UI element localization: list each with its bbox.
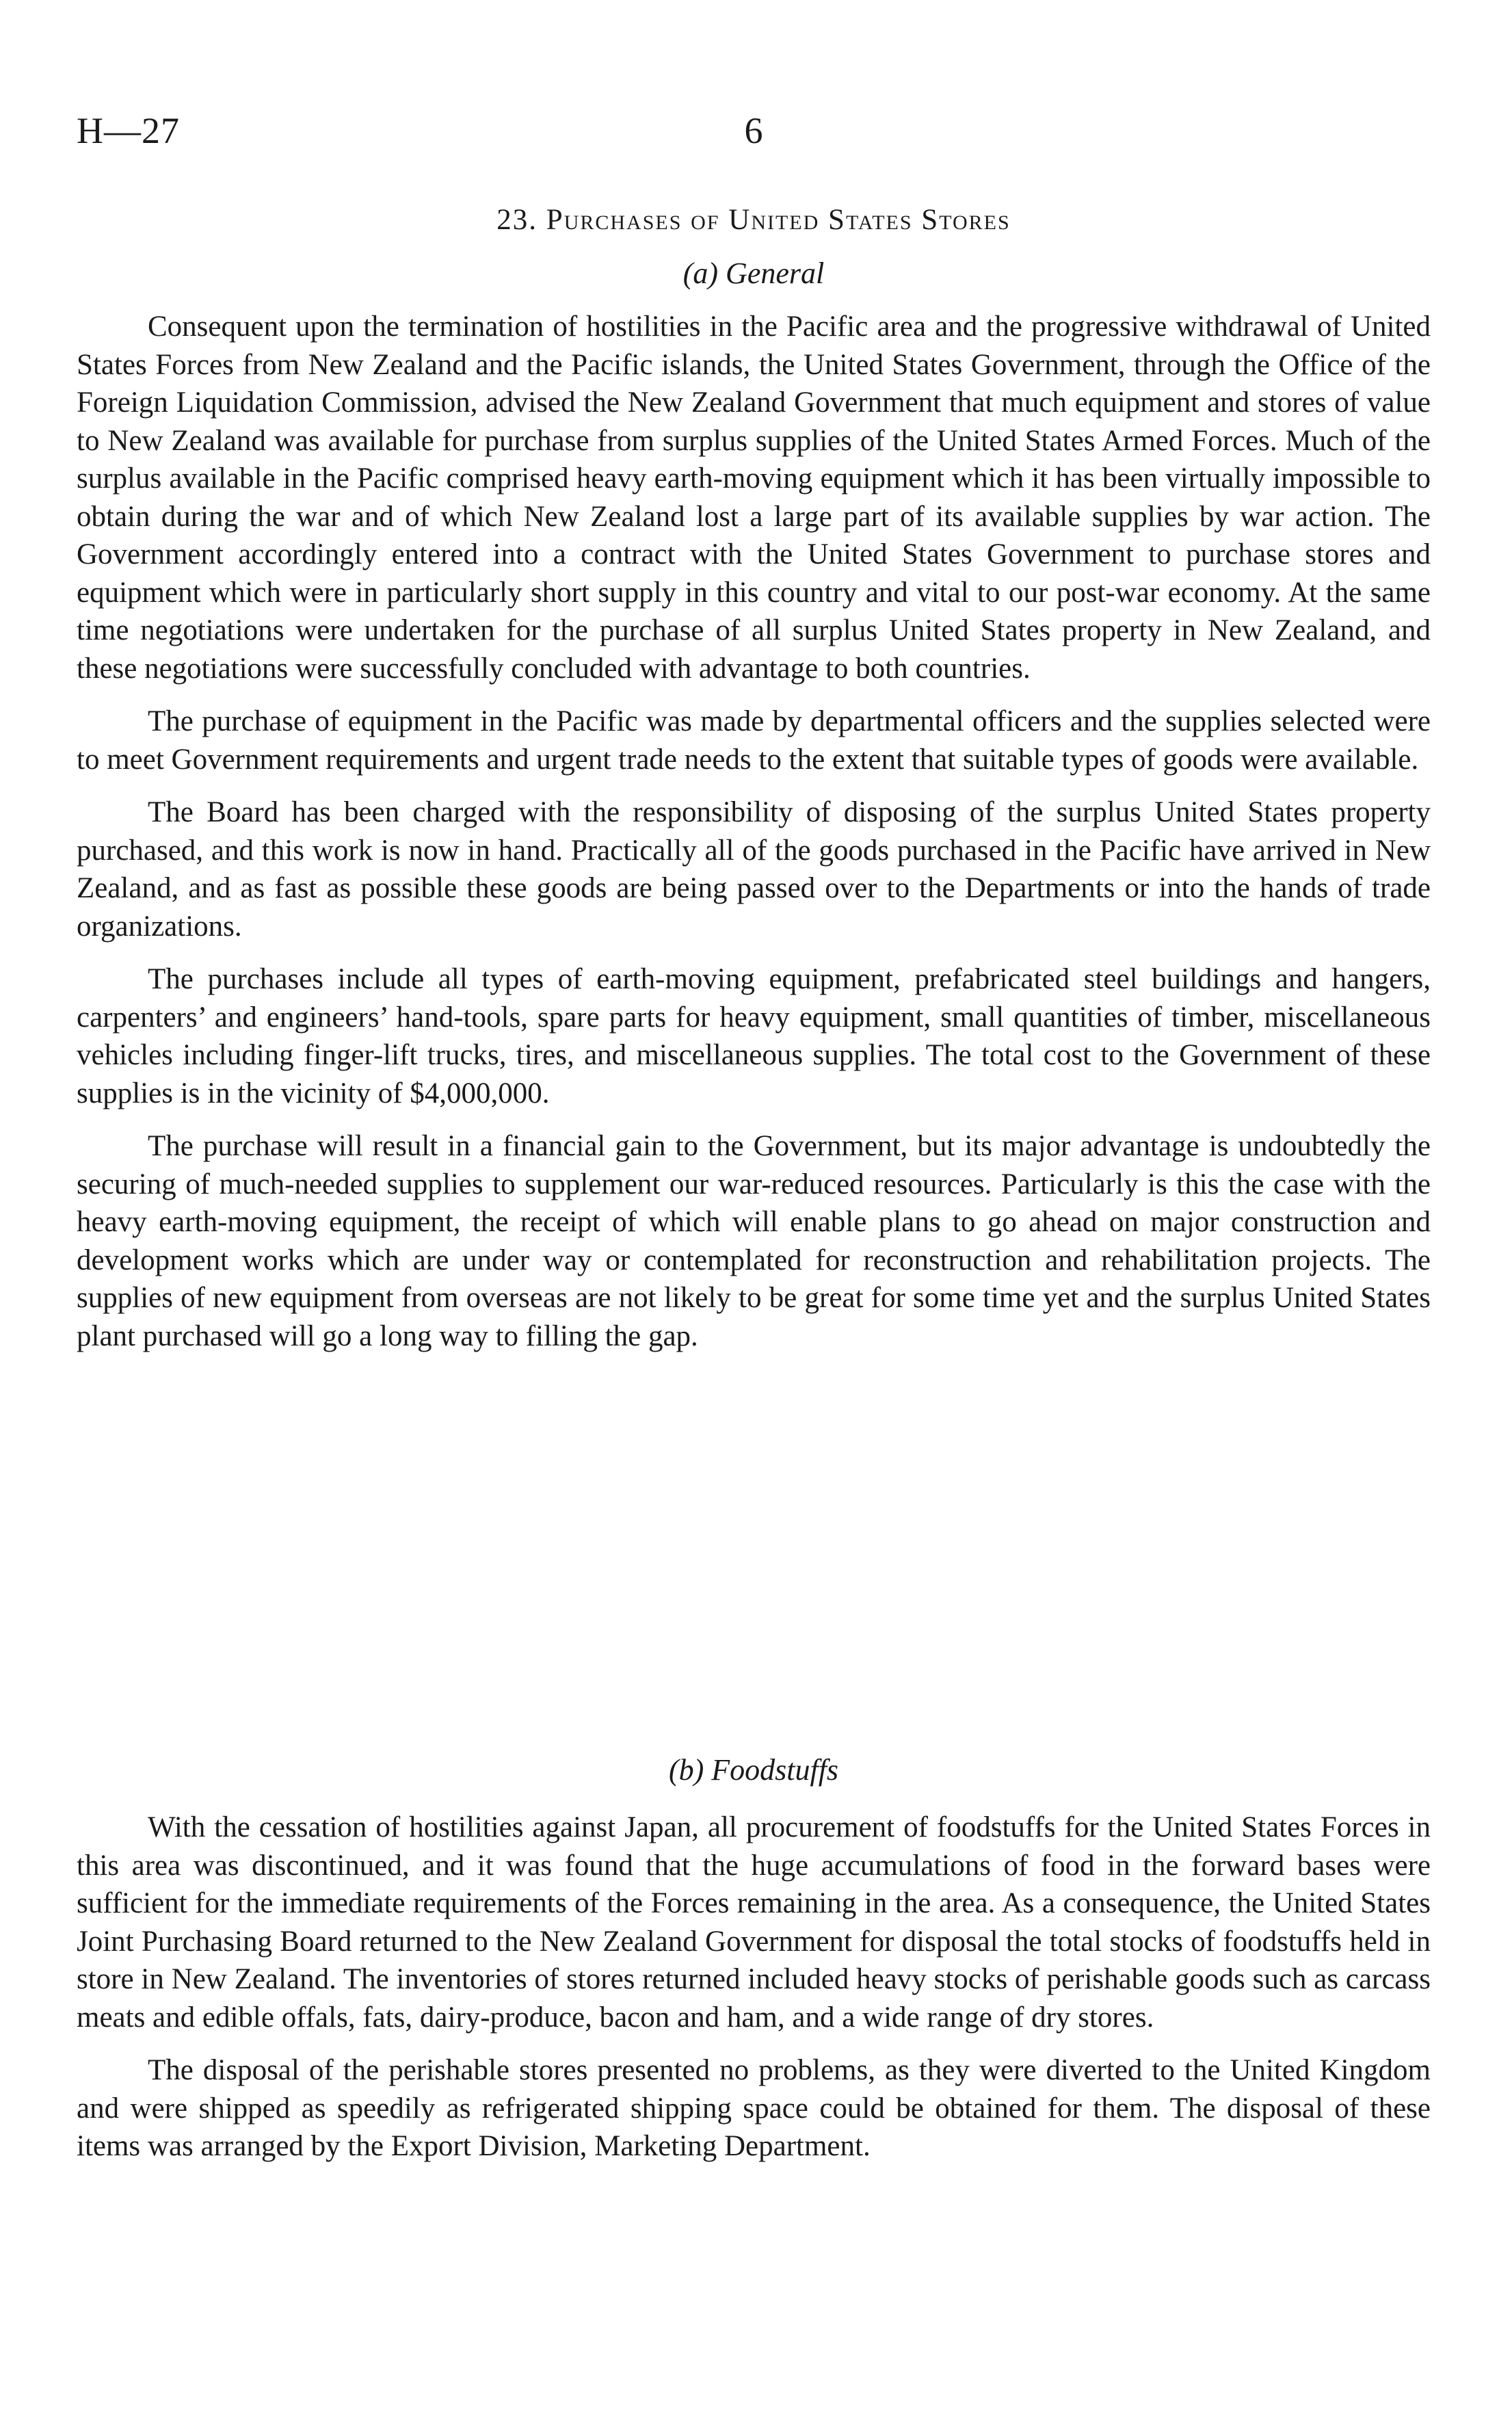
paragraph: The disposal of the perishable stores presented no problems, as they were diverted to the United Kingdom and were shipped as speedily as refrigerated shipping space could be obtained for them. The disposal of these items was arranged by the Export Division, Marketing Department.	[77, 2054, 1431, 2162]
paragraph: Consequent upon the termination of hostilities in the Pacific area and the progressive withdrawal of United States Forces from New Zealand and the Pacific islands, the United States Government, through the Office of the Foreign Liquidation Commission, advised the New Zealand Government that much equipment and stores of value to New Zealand was available for purchase from surplus supplies of the United States Armed Forces. Much of the surplus available in the Pacific comprised heavy earth-moving equipment which it has been virtually impossible to obtain during the war and of which New Zealand lost a large part of its available supplies by war action. The Government accordingly entered into a contract with the United States Government to purchase stores and equipment which were in particularly short supply in this country and vital to our post-war economy. At the same time negotiations were undertaken for the purchase of all surplus United States property in New Zealand, and these negotiations were successfully concluded with advantage to both countries.	[77, 311, 1431, 685]
paragraph: The purchase will result in a financial gain to the Government, but its major advantage is undoubtedly the securing of much-needed supplies to supplement our war-reduced resources. Particularly is this the case with the heavy earth-moving equipment, the receipt of which will enable plans to go ahead on major construction and development works which are under way or contemplated for reconstruction and rehabilitation projects. The supplies of new equipment from overseas are not likely to be great for some time yet and the surplus United States plant purchased will go a long way to filling the gap.	[77, 1130, 1431, 1352]
paragraph: The purchase of equipment in the Pacific was made by departmental officers and the supplies selected were to meet Government requirements and urgent trade needs to the extent that suitable types of goods were available.	[77, 705, 1431, 776]
subsection-foodstuffs-body	[77, 1809, 1431, 2181]
subsection-heading-foodstuffs: (b) Foodstuffs	[668, 1753, 839, 1787]
running-head	[77, 109, 1431, 164]
page-number: 6	[744, 110, 763, 151]
section-title: 23. Purchases of United States Stores	[496, 204, 1011, 236]
paragraph: With the cessation of hostilities against Japan, all procurement of foodstuffs for the United States Forces in this area was discontinued, and it was found that the huge accumulations of food in the forward bases were sufficient for the immediate requirements of the Forces remaining in the area. As a consequence, the United States Joint Purchasing Board returned to the New Zealand Government for disposal the total stocks of foodstuffs held in store in New Zealand. The inventories of stores returned included heavy stocks of perishable goods such as carcass meats and edible offals, fats, dairy-produce, bacon and ham, and a wide range of dry stores.	[77, 1811, 1431, 2034]
document-number: H—27	[77, 110, 180, 151]
paragraph: The purchases include all types of earth-moving equipment, prefabricated steel buildings and hangers, carpenters’ and engineers’ hand-tools, spare parts for heavy equipment, small quantities of timber, miscellaneous vehicles including finger-lift trucks, tires, and miscellaneous supplies. The total cost to the Government of these supplies is in the vicinity of $4,000,000.	[77, 963, 1431, 1109]
subsection-heading-general: (a) General	[682, 257, 825, 290]
subsection-general-body	[77, 308, 1431, 1370]
paragraph: The Board has been charged with the responsibility of disposing of the surplus United States property purchased, and this work is now in hand. Practically all of the goods purchased in the Pacific have arrived in New Zealand, and as fast as possible these goods are being passed over to the Departments or into the hands of trade organizations.	[77, 796, 1431, 943]
